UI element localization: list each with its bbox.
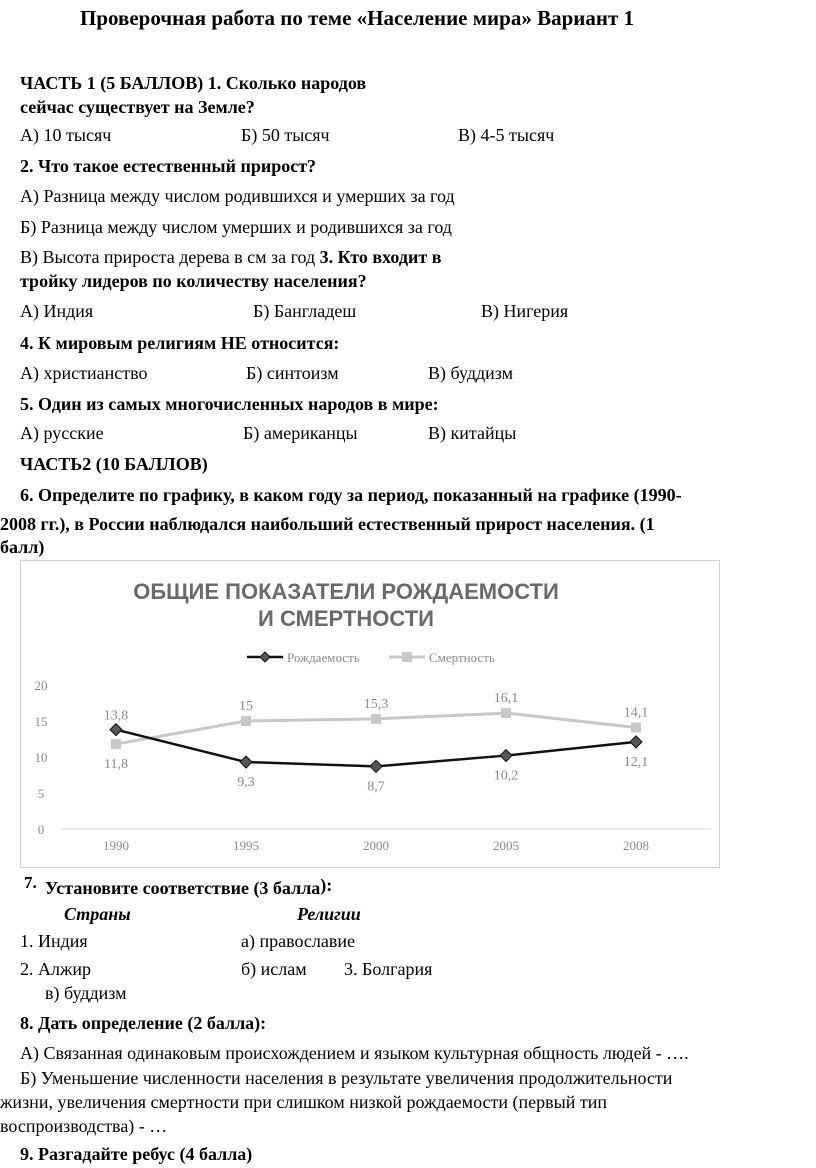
legend-death-label: Смертность — [429, 650, 495, 665]
data-label-death: 15 — [239, 699, 253, 714]
q2-option-b: Б) Разница между числом умерших и родившихся за год — [20, 217, 452, 237]
y-tick-label: 0 — [37, 822, 45, 837]
x-tick-label: 1995 — [233, 838, 259, 853]
q7-row2-country: 2. Алжир — [20, 959, 92, 979]
part2-heading: ЧАСТЬ2 (10 БАЛЛОВ) — [20, 454, 208, 474]
q7-row1-religion: а) православие — [241, 931, 356, 951]
data-point-death — [631, 722, 641, 732]
legend-birth-marker — [260, 652, 270, 662]
chart-svg — [21, 561, 719, 867]
legend-birth-label: Рождаемость — [287, 650, 360, 665]
q4-text: 4. К мировым религиям НЕ относится: — [20, 333, 340, 353]
q1-option-a: А) 10 тысяч — [20, 125, 112, 145]
q8-b-line2: жизни, увеличения смертности при слишком низкой рождаемости (первый тип — [0, 1092, 607, 1112]
q3-option-a: А) Индия — [20, 301, 94, 321]
y-tick-label: 10 — [34, 750, 48, 765]
y-tick-label: 20 — [34, 678, 48, 693]
q5-option-c: В) китайцы — [428, 423, 517, 443]
data-point-birth — [370, 760, 382, 772]
data-label-birth: 8,7 — [367, 779, 385, 795]
data-point-death — [501, 708, 511, 718]
q1-option-b: Б) 50 тысяч — [241, 125, 330, 145]
q7-text-line — [45, 877, 332, 899]
q3-option-c: В) Нигерия — [481, 301, 569, 321]
y-tick-label: 15 — [34, 714, 48, 729]
data-label-death: 16,1 — [493, 691, 519, 707]
q2-option-c-line — [20, 246, 441, 268]
q7-text: Установите соответствие (3 балла — [45, 878, 321, 898]
chart-legend — [247, 650, 495, 665]
q7-number: 7. — [24, 873, 37, 892]
data-point-birth — [630, 736, 642, 748]
data-label-birth: 10,2 — [493, 768, 519, 784]
q7-row2-extra: 3. Болгария — [344, 959, 433, 979]
data-point-birth — [110, 724, 122, 736]
q5-text: 5. Один из самых многочисленных народов в мире: — [20, 394, 439, 414]
chart-container — [20, 560, 720, 868]
q1-option-c: В) 4-5 тысяч — [458, 125, 555, 145]
x-tick-label: 2008 — [623, 838, 649, 853]
q2-text: 2. Что такое естественный прирост? — [20, 156, 317, 176]
q7-row2-religion: б) ислам — [241, 959, 307, 979]
data-point-birth — [500, 750, 512, 762]
q3-option-b: Б) Бангладеш — [253, 301, 357, 321]
chart-series — [104, 691, 649, 794]
q8-a: А) Связанная одинаковым происхождением и языком культурная общность людей - …. — [20, 1043, 689, 1063]
data-label-birth: 9,3 — [237, 775, 255, 791]
q2-option-a: А) Разница между числом родившихся и умерших за год — [20, 186, 455, 206]
data-label-death: 14,1 — [623, 705, 649, 721]
q8-b-line1: Б) Уменьшение численности населения в результате увеличения продолжительности — [20, 1068, 673, 1088]
q3-text: 3. Кто входит в — [319, 247, 442, 267]
q5-option-a: А) русские — [20, 423, 104, 443]
data-point-death — [371, 714, 381, 724]
data-point-death — [111, 739, 121, 749]
q5-option-b: Б) американцы — [243, 423, 358, 443]
chart-title-line2: И СМЕРТНОСТИ — [258, 606, 434, 631]
data-label-death: 15,3 — [363, 696, 389, 712]
q4-option-a: А) христианство — [20, 363, 148, 383]
q4-option-c: В) буддизм — [428, 363, 514, 383]
q6-line2: 2008 гг.), в России наблюдался наибольший естественный прирост населения. (1 — [0, 514, 655, 534]
data-point-death — [241, 716, 251, 726]
part1-heading-text: ЧАСТЬ 1 (5 БАЛЛОВ) — [20, 73, 204, 93]
chart-title-line1: ОБЩИЕ ПОКАЗАТЕЛИ РОЖДАЕМОСТИ — [133, 579, 559, 604]
page-title: Проверочная работа по теме «Население мира» Вариант 1 — [80, 6, 635, 30]
q8-text: 8. Дать определение (2 балла): — [20, 1013, 267, 1033]
x-tick-label: 2005 — [493, 838, 519, 853]
data-label-death: 11,8 — [104, 757, 128, 773]
q2-option-c: В) Высота прироста дерева в см за год — [20, 247, 316, 267]
q7-text-close: ): — [320, 875, 333, 895]
legend-death-marker — [402, 652, 412, 662]
q7-row1-country: 1. Индия — [20, 931, 88, 951]
q4-option-b: Б) синтоизм — [246, 363, 339, 383]
q6-line1: 6. Определите по графику, в каком году за период, показанный на графике (1990- — [20, 485, 682, 505]
q1-text: 1. Сколько народов — [207, 73, 367, 93]
q7-col-countries: Страны — [64, 904, 131, 924]
q1-text-cont: сейчас существует на Земле? — [20, 97, 255, 117]
x-tick-label: 2000 — [363, 838, 389, 853]
q9-text: 9. Разгадайте ребус (4 балла) — [20, 1144, 253, 1164]
y-tick-label: 5 — [37, 786, 45, 801]
q7-col-religions: Религии — [297, 904, 361, 924]
chart-x-axis — [103, 838, 649, 853]
x-tick-label: 1990 — [103, 838, 129, 853]
q6-line3: балл) — [0, 537, 45, 557]
data-label-birth: 12,1 — [623, 754, 649, 770]
part1-heading — [20, 72, 366, 94]
q7-row3-religion: в) буддизм — [45, 983, 127, 1003]
data-point-birth — [240, 756, 252, 768]
q3-text-cont: тройку лидеров по количеству населения? — [20, 271, 367, 291]
data-label-birth: 13,8 — [103, 708, 129, 724]
q8-b-line3: воспроизводства) - … — [0, 1116, 168, 1136]
